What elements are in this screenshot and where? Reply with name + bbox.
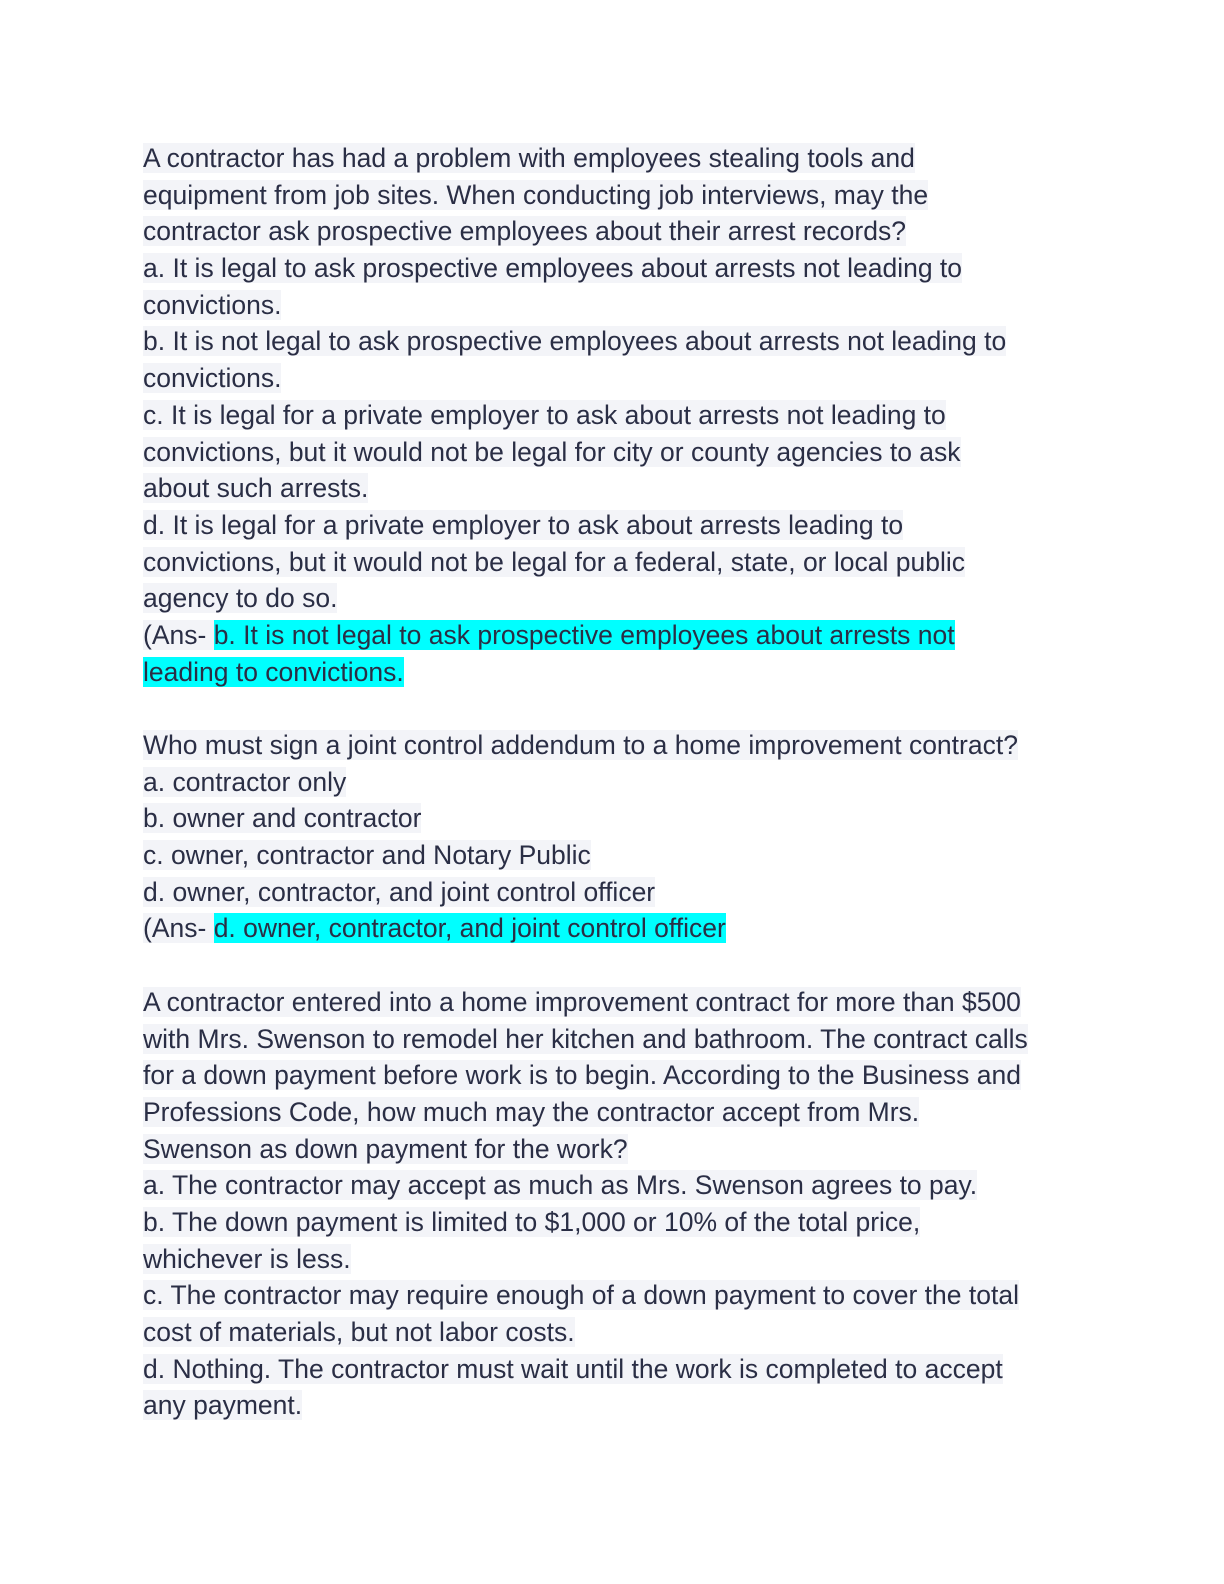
highlighted-answer: d. owner, contractor, and joint control officer — [213, 913, 726, 944]
question-3-option-line: d. Nothing. The contractor must wait until the work is completed to accept — [143, 1353, 1003, 1384]
question-1-option-line: convictions, but it would not be legal for a federal, state, or local public — [143, 546, 965, 577]
question-1-option-line: convictions. — [143, 289, 282, 320]
question-3-line: with Mrs. Swenson to remodel her kitchen and bathroom. The contract calls — [143, 1023, 1028, 1054]
question-1-option-line: a. It is legal to ask prospective employees about arrests not leading to — [143, 253, 963, 284]
question-2-option-line: b. owner and contractor — [143, 803, 422, 834]
highlighted-answer: b. It is not legal to ask prospective employees about arrests not — [213, 619, 955, 650]
question-3-option-line: a. The contractor may accept as much as Mrs. Swenson agrees to pay. — [143, 1170, 978, 1201]
question-1-option-line: convictions. — [143, 363, 282, 394]
question-1-option-line: c. It is legal for a private employer to ask about arrests not leading to — [143, 399, 946, 430]
question-block-2 — [143, 727, 1103, 947]
question-1-option-line: about such arrests. — [143, 473, 369, 504]
question-2-option-line: c. owner, contractor and Notary Public — [143, 840, 591, 871]
question-1-option-line: d. It is legal for a private employer to ask about arrests leading to — [143, 509, 904, 540]
question-3-option-line: whichever is less. — [143, 1243, 351, 1274]
paragraph-spacer — [143, 690, 1103, 727]
question-3-line: for a down payment before work is to begin. According to the Business and — [143, 1060, 1021, 1091]
answer-prefix: (Ans- — [143, 913, 214, 944]
question-3-line: Professions Code, how much may the contractor accept from Mrs. — [143, 1096, 920, 1127]
question-3-option-line: cost of materials, but not labor costs. — [143, 1317, 575, 1347]
question-1-answer-line — [143, 617, 1103, 654]
answer-prefix: (Ans- — [143, 619, 214, 650]
question-2-answer-line — [143, 910, 1103, 947]
question-3-option-line: any payment. — [143, 1390, 303, 1421]
paragraph-spacer — [143, 947, 1103, 984]
question-1-answer-line — [143, 654, 1103, 691]
document-page — [143, 140, 1103, 1424]
question-1-line: contractor ask prospective employees about their arrest records? — [143, 216, 906, 247]
question-1-option-line: b. It is not legal to ask prospective employees about arrests not leading to — [143, 326, 1007, 357]
question-1-option-line: convictions, but it would not be legal for city or county agencies to ask — [143, 436, 961, 467]
question-1-line: A contractor has had a problem with employees stealing tools and — [143, 143, 915, 173]
question-block-3 — [143, 984, 1103, 1424]
question-2-option-line: a. contractor only — [143, 766, 347, 797]
question-2-option-line: d. owner, contractor, and joint control officer — [143, 876, 656, 907]
question-block-1 — [143, 140, 1103, 690]
question-3-option-line: b. The down payment is limited to $1,000 or 10% of the total price, — [143, 1206, 921, 1237]
question-1-option-line: agency to do so. — [143, 583, 338, 614]
question-1-line: equipment from job sites. When conducting job interviews, may the — [143, 179, 929, 210]
question-3-line: Swenson as down payment for the work? — [143, 1133, 628, 1164]
question-2-line: Who must sign a joint control addendum to a home improvement contract? — [143, 730, 1018, 760]
question-3-option-line: c. The contractor may require enough of a down payment to cover the total — [143, 1280, 1019, 1311]
highlighted-answer: leading to convictions. — [143, 656, 404, 687]
question-3-line: A contractor entered into a home improvement contract for more than $500 — [143, 986, 1021, 1017]
